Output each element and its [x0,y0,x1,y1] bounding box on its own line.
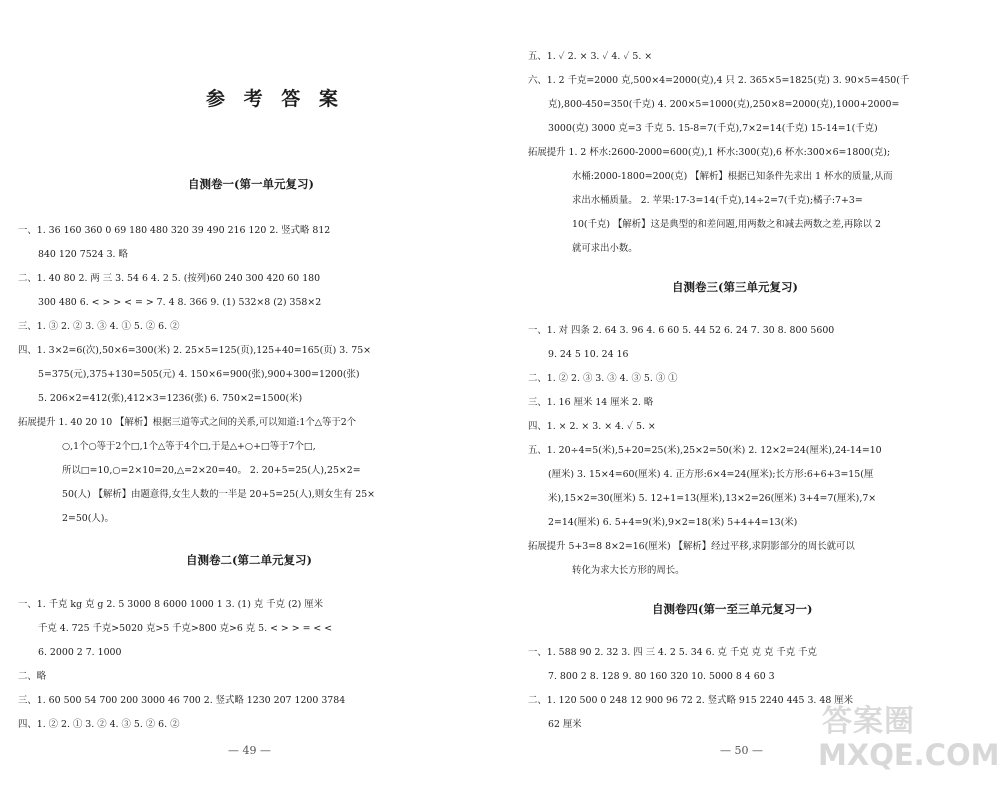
answer-line: 10(千克) 【解析】这是典型的和差问题,用两数之和减去两数之差,再除以 2 [572,219,882,230]
answer-line: 二、1. 40 80 2. 两 三 3. 54 6 4. 2 5. (按列)60 240 300 420 60 180 [18,273,321,284]
answer-line: 三、1. ③ 2. ② 3. ③ 4. ① 5. ② 6. ② [18,321,180,332]
answer-line: 二、略 [18,671,47,682]
answer-line: 二、1. 120 500 0 248 12 900 96 72 2. 竖式略 915 2240 445 3. 48 厘米 [528,695,854,706]
answer-line: 50(人) 【解析】由题意得,女生人数的一半是 20+5=25(人),则女生有 25× [62,489,376,500]
answer-line: 7. 800 2 8. 128 9. 80 160 320 10. 5000 8 4 60 3 [548,671,775,682]
answer-line: 一、1. 588 90 2. 32 3. 四 三 4. 2 5. 34 6. 克 千克 克 克 千克 千克 [528,647,817,658]
answer-line: 62 厘米 [548,719,582,730]
answer-line: 五、1. 20÷4=5(米),5+20=25(米),25×2=50(米) 2. 12×2=24(厘米),24-14=10 [528,445,882,456]
answer-line: 拓展提升 1. 40 20 10 【解析】根据三道等式之间的关系,可以知道:1个△等于2个 [18,417,357,428]
answer-line: 水桶:2000-1800=200(克) 【解析】根据已知条件先求出 1 杯水的质量,从而 [572,171,893,182]
answer-line: 5=375(元),375+130=505(元) 4. 150×6=900(张),900+300=1200(张) [38,369,360,380]
answer-line: 6. 2000 2 7. 1000 [38,647,122,658]
answer-line: 四、1. ② 2. ① 3. ② 4. ③ 5. ② 6. ② [18,719,180,730]
watermark-url: MXQE.COM [818,738,1000,772]
page-number: — 50 — [720,744,763,757]
answer-line: 就可求出小数。 [572,243,638,254]
answer-line: 米),15×2=30(厘米) 5. 12+1=13(厘米),13×2=26(厘米) 3+4=7(厘米),7× [548,493,877,504]
answer-line: 9. 24 5 10. 24 16 [548,349,629,360]
answer-line: 2=50(人)。 [62,513,114,524]
page-number: — 49 — [228,744,271,757]
answer-line: 五、1. ✓ 2. × 3. ✓ 4. ✓ 5. × [528,51,653,62]
answer-line: (厘米) 3. 15×4=60(厘米) 4. 正方形:6×4=24(厘米);长方形:6+6+3=15(厘 [548,469,874,480]
section-heading-test-2: 自测卷二(第二单元复习) [186,553,312,567]
answer-line: 千克 4. 725 千克>5020 克>5 千克>800 克>6 克 5. < > > = < < [38,623,333,634]
answer-line: 拓展提升 5+3=8 8×2=16(厘米) 【解析】经过平移,求阴影部分的周长就可以 [528,541,855,552]
section-heading-test-1: 自测卷一(第一单元复习) [188,177,314,191]
answer-line: 二、1. ② 2. ③ 3. ③ 4. ③ 5. ③ ① [528,373,678,384]
answer-line: 转化为求大长方形的周长。 [572,565,685,576]
answer-line: 一、1. 千克 kg 克 g 2. 5 3000 8 6000 1000 1 3. (1) 克 千克 (2) 厘米 [18,599,323,610]
section-heading-test-3: 自测卷三(第三单元复习) [672,280,798,294]
section-heading-test-4: 自测卷四(第一至三单元复习一) [652,602,813,616]
right-page [500,0,1000,785]
answer-line: 三、1. 16 厘米 14 厘米 2. 略 [528,397,654,408]
answer-line: 5. 206×2=412(张),412×3=1236(张) 6. 750×2=1500(米) [38,393,303,404]
watermark-logo: 答案圈 [822,704,915,739]
answer-line: 克),800-450=350(千克) 4. 200×5=1000(克),250×8=2000(克),1000+2000= [548,99,900,110]
answer-line: 3000(克) 3000 克=3 千克 5. 15-8=7(千克),7×2=14(千克) 15-14=1(千克) [548,123,878,134]
answer-line: 2=14(厘米) 6. 5+4=9(米),9×2=18(米) 5+4+4=13(米) [548,517,798,528]
answer-line: 四、1. × 2. × 3. × 4. ✓ 5. × [528,421,656,432]
answer-line: 六、1. 2 千克=2000 克,500×4=2000(克),4 只 2. 365×5=1825(克) 3. 90×5=450(千 [528,75,910,86]
answer-line: 一、1. 36 160 360 0 69 180 480 320 39 490 216 120 2. 竖式略 812 [18,225,331,236]
answer-line: 所以□=10,○=2×10=20,△=2×20=40。 2. 20+5=25(人),25×2= [62,465,361,476]
answer-line: 求出水桶质量。 2. 苹果:17-3=14(千克),14÷2=7(千克);橘子:7+3= [572,195,863,206]
answer-line: 一、1. 对 四条 2. 64 3. 96 4. 6 60 5. 44 52 6. 24 7. 30 8. 800 5600 [528,325,835,336]
answer-line: 四、1. 3×2=6(次),50×6=300(米) 2. 25×5=125(页),125+40=165(页) 3. 75× [18,345,372,356]
page-title: 参 考 答 案 [206,88,344,110]
answer-line: 拓展提升 1. 2 杯水:2600-2000=600(克),1 杯水:300(克),6 杯水:300×6=1800(克); [528,147,891,158]
answer-line: 300 480 6. < > > < = > 7. 4 8. 366 9. (1) 532×8 (2) 358×2 [38,297,322,308]
answer-line: 三、1. 60 500 54 700 200 3000 46 700 2. 竖式略 1230 207 1200 3784 [18,695,346,706]
answer-line: 840 120 7524 3. 略 [38,249,128,260]
answer-line: ○,1个○等于2个□,1个△等于4个□,于是△+○+□等于7个□, [62,441,316,452]
